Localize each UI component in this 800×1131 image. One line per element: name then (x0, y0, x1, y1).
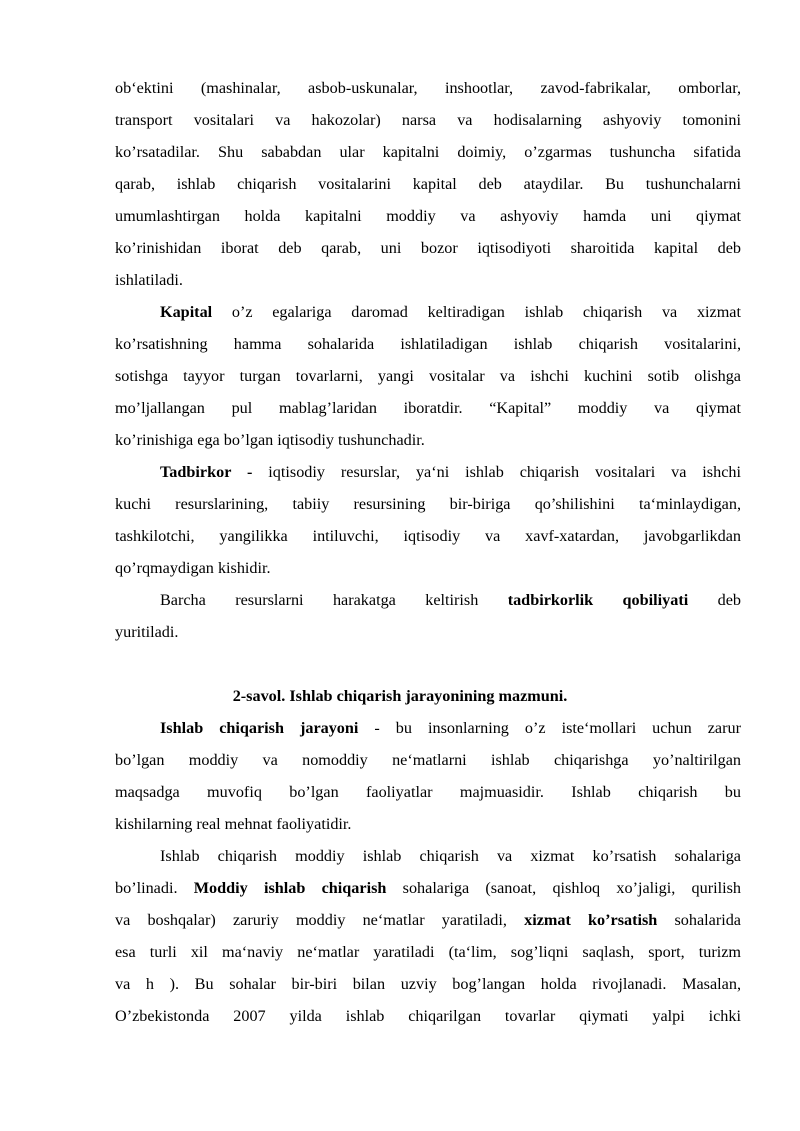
text-span: - bu insonlarning o’z iste‘mollari uchun zarur (358, 719, 741, 737)
text-line: yuritiladi. (115, 623, 179, 641)
text-line: transport vositalari va hakozolar) narsa va hodisalarning ashyoviy tomonini (115, 111, 741, 129)
text-line: ko’rinishiga ega bo’lgan iqtisodiy tushunchadir. (115, 431, 425, 449)
text-span: va boshqalar) zaruriy moddiy ne‘matlar yaratiladi, (115, 911, 525, 929)
text-line (160, 717, 741, 739)
text-line (115, 877, 741, 899)
term-kapital: Kapital (160, 303, 213, 321)
text-line: ko’rsatadilar. Shu sababdan ular kapitalni doimiy, o’zgarmas tushuncha sifatida (115, 143, 741, 161)
text-line (160, 301, 741, 323)
text-span: sohalariga (sanoat, qishloq xo’jaligi, qurilish (386, 879, 741, 897)
term-ishlab-chiqarish-jarayoni: Ishlab chiqarish jarayoni (160, 719, 359, 737)
text-span: sohalarida (657, 911, 741, 929)
text-line: ko’rinishidan iborat deb qarab, uni bozor iqtisodiyoti sharoitida kapital deb (115, 239, 741, 257)
text-line: Ishlab chiqarish moddiy ishlab chiqarish va xizmat ko’rsatish sohalariga (160, 847, 741, 865)
text-line: kuchi resurslarining, tabiiy resursining bir-biriga qo’shilishini ta‘minlaydigan, (115, 495, 741, 513)
text-line: qarab, ishlab chiqarish vositalarini kapital deb ataydilar. Bu tushunchalarni (115, 175, 741, 193)
text-span: iqtisodiy resurslar, ya‘ni ishlab chiqarish vositalari va ishchi (252, 463, 741, 481)
text-line: qo’rqmaydigan kishidir. (115, 559, 271, 577)
text-line: umumlashtirgan holda kapitalni moddiy va ashyoviy hamda uni qiymat (115, 207, 741, 225)
term-xizmat-korsatish: xizmat ko’rsatish (524, 911, 658, 929)
text-line: maqsadga muvofiq bo’lgan faoliyatlar majmuasidir. Ishlab chiqarish bu (115, 783, 741, 801)
text-line (160, 461, 741, 483)
text-line: tashkilotchi, yangilikka intiluvchi, iqtisodiy va xavf-xatardan, javobgarlikdan (115, 527, 741, 545)
term-moddiy-ishlab-chiqarish: Moddiy ishlab chiqarish (193, 879, 387, 897)
text-line: ob‘ektini (mashinalar, asbob-uskunalar, inshootlar, zavod-fabrikalar, omborlar, (115, 79, 741, 97)
term-tadbirkorlik-qobiliyati: tadbirkorlik qobiliyati (507, 591, 689, 609)
text-line (115, 909, 741, 931)
text-span: Barcha resurslarni harakatga keltirish (160, 591, 508, 609)
text-line: ishlatiladi. (115, 271, 183, 289)
text-line: bo’lgan moddiy va nomoddiy ne‘matlarni ishlab chiqarishga yo’naltirilgan (115, 751, 741, 769)
text-line: kishilarning real mehnat faoliyatidir. (115, 815, 352, 833)
text-line: mo’ljallangan pul mablag’laridan iboratdir. “Kapital” moddiy va qiymat (115, 399, 741, 417)
text-line: esa turli xil ma‘naviy ne‘matlar yaratiladi (ta‘lim, sog’liqni saqlash, sport, turizm (115, 943, 741, 961)
text-span: deb (688, 591, 741, 609)
term-tadbirkor: Tadbirkor - (160, 463, 253, 481)
text-line: O’zbekistonda 2007 yilda ishlab chiqarilgan tovarlar qiymati yalpi ichki (115, 1007, 741, 1025)
section-heading (0, 685, 800, 707)
text-line: va h ). Bu sohalar bir-biri bilan uzviy bog’langan holda rivojlanadi. Masalan, (115, 975, 741, 993)
section-heading-text: 2-savol. Ishlab chiqarish jarayonining mazmuni. (232, 687, 568, 705)
text-line: ko’rsatishning hamma sohalarida ishlatiladigan ishlab chiqarish vositalarini, (115, 335, 741, 353)
text-line: sotishga tayyor turgan tovarlarni, yangi vositalar va ishchi kuchini sotib olishga (115, 367, 741, 385)
text-span: bo’linadi. (115, 879, 194, 897)
text-line (160, 589, 741, 611)
text-span: o’z egalariga daromad keltiradigan ishlab chiqarish va xizmat (212, 303, 741, 321)
